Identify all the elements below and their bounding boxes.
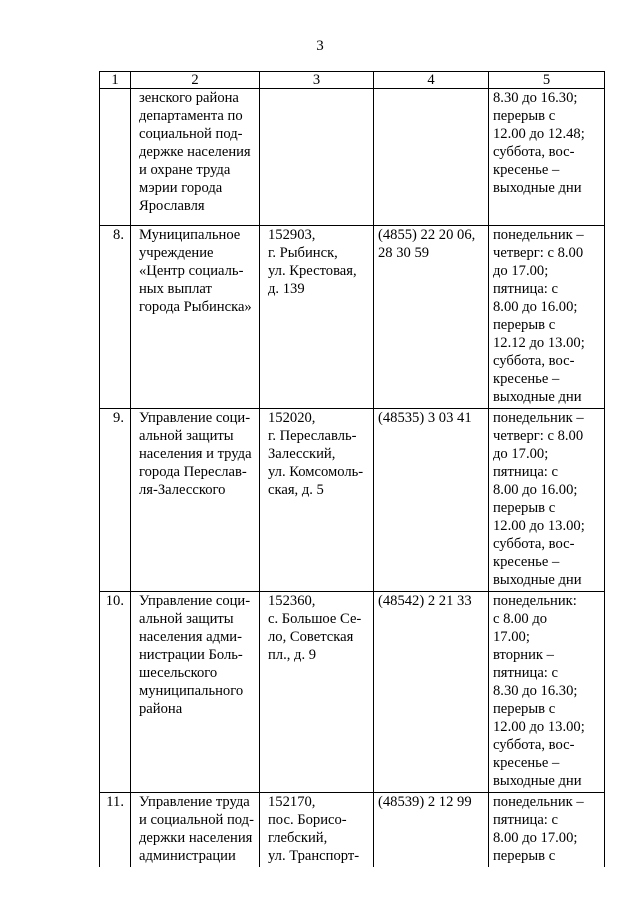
hours-line: четверг: с 8.00 (493, 428, 584, 444)
address-line: глебский, (268, 830, 328, 846)
hours-line: выходные дни (493, 180, 582, 196)
org-name-line: департамента по (139, 108, 243, 124)
hours-line: 8.00 до 16.00; (493, 299, 578, 315)
org-name-line: города Рыбинска» (139, 299, 252, 315)
address-line: д. 139 (268, 281, 305, 297)
row-number: 9. (100, 409, 131, 592)
org-name-line: Управление труда (139, 794, 250, 810)
hours-line: суббота, вос- (493, 144, 575, 160)
org-name-line: альной защиты (139, 428, 234, 444)
table-row (100, 226, 605, 409)
phone-cell (374, 89, 489, 226)
address-line: пос. Борисо- (268, 812, 347, 828)
org-name-cell (131, 89, 260, 226)
hours-cell (489, 592, 605, 793)
address-cell (260, 592, 374, 793)
hours-line: перерыв с (493, 317, 556, 333)
org-name-line: города Переслав- (139, 464, 247, 480)
org-name-line: ля-Залесского (139, 482, 226, 498)
hours-line: суббота, вос- (493, 353, 575, 369)
hours-line: с 8.00 до (493, 611, 548, 627)
address-line: ская, д. 5 (268, 482, 324, 498)
address-cell (260, 89, 374, 226)
hours-line: перерыв с (493, 701, 556, 717)
hours-line: кресенье – (493, 554, 560, 570)
org-name-line: держке населения (139, 144, 251, 160)
address-line: Залесский, (268, 446, 336, 462)
hours-cell (489, 409, 605, 592)
org-name-line: населения и труда (139, 446, 252, 462)
org-name-cell (131, 226, 260, 409)
hours-cell (489, 793, 605, 868)
hours-line: понедельник – (493, 227, 584, 243)
address-line: 152020, (268, 410, 316, 426)
address-line: с. Большое Се- (268, 611, 362, 627)
table-row (100, 592, 605, 793)
hours-line: 8.00 до 17.00; (493, 830, 578, 846)
org-name-line: мэрии города (139, 180, 223, 196)
address-line: 152170, (268, 794, 316, 810)
hours-line: кресенье – (493, 162, 560, 178)
hours-line: пятница: с (493, 812, 558, 828)
page-number: 3 (316, 38, 324, 54)
phone-cell (374, 409, 489, 592)
col-header-5: 5 (489, 72, 605, 89)
table-row (100, 793, 605, 868)
address-line: г. Рыбинск, (268, 245, 338, 261)
hours-line: пятница: с (493, 665, 558, 681)
address-line: г. Переславль- (268, 428, 357, 444)
hours-line: 17.00; (493, 629, 530, 645)
hours-line: перерыв с (493, 500, 556, 516)
org-name-line: шесельского (139, 665, 218, 681)
phone-cell (374, 793, 489, 868)
hours-line: выходные дни (493, 572, 582, 588)
address-cell (260, 793, 374, 868)
hours-line: 12.12 до 13.00; (493, 335, 585, 351)
col-header-3: 3 (260, 72, 374, 89)
row-number (100, 89, 131, 226)
hours-cell (489, 89, 605, 226)
org-name-line: нистрации Боль- (139, 647, 243, 663)
org-name-line: Управление соци- (139, 593, 251, 609)
hours-line: 8.00 до 16.00; (493, 482, 578, 498)
org-name-line: населения адми- (139, 629, 242, 645)
phone-line: (48542) 2 21 33 (378, 593, 472, 609)
org-name-line: Муниципальное (139, 227, 241, 243)
org-name-line: альной защиты (139, 611, 234, 627)
org-name-line: и социальной под- (139, 812, 254, 828)
row-number: 8. (100, 226, 131, 409)
org-name-line: Управление соци- (139, 410, 251, 426)
address-line: ул. Транспорт- (268, 848, 360, 864)
hours-line: пятница: с (493, 281, 558, 297)
org-name-line: социальной под- (139, 126, 243, 142)
phone-cell (374, 226, 489, 409)
row-number: 10. (100, 592, 131, 793)
address-line: 152903, (268, 227, 316, 243)
table-body (100, 89, 605, 868)
address-line: ул. Крестовая, (268, 263, 357, 279)
org-name-cell (131, 592, 260, 793)
hours-line: кресенье – (493, 755, 560, 771)
address-cell (260, 409, 374, 592)
phone-line: (48535) 3 03 41 (378, 410, 472, 426)
address-line: ло, Советская (268, 629, 354, 645)
hours-line: выходные дни (493, 389, 582, 405)
hours-line: 12.00 до 13.00; (493, 719, 585, 735)
hours-cell (489, 226, 605, 409)
address-line: пл., д. 9 (268, 647, 317, 663)
address-cell (260, 226, 374, 409)
hours-line: 12.00 до 13.00; (493, 518, 585, 534)
hours-line: вторник – (493, 647, 554, 663)
hours-line: пятница: с (493, 464, 558, 480)
col-header-2: 2 (131, 72, 260, 89)
org-name-cell (131, 793, 260, 868)
org-name-line: района (139, 701, 183, 717)
hours-line: до 17.00; (493, 446, 549, 462)
phone-line: (48539) 2 12 99 (378, 794, 472, 810)
hours-line: 8.30 до 16.30; (493, 90, 578, 106)
offices-table (99, 71, 605, 867)
hours-line: перерыв с (493, 848, 556, 864)
hours-line: до 17.00; (493, 263, 549, 279)
table-row (100, 89, 605, 226)
phone-line: 28 30 59 (378, 245, 430, 261)
hours-line: понедельник – (493, 794, 584, 810)
org-name-line: зенского района (139, 90, 239, 106)
org-name-line: администрации (139, 848, 236, 864)
col-header-1: 1 (100, 72, 131, 89)
hours-line: кресенье – (493, 371, 560, 387)
hours-line: четверг: с 8.00 (493, 245, 584, 261)
address-line: ул. Комсомоль- (268, 464, 364, 480)
table-row (100, 409, 605, 592)
org-name-line: Ярославля (139, 198, 205, 214)
hours-line: 12.00 до 12.48; (493, 126, 585, 142)
hours-line: понедельник: (493, 593, 577, 609)
phone-cell (374, 592, 489, 793)
phone-line: (4855) 22 20 06, (378, 227, 476, 243)
hours-line: 8.30 до 16.30; (493, 683, 578, 699)
hours-line: понедельник – (493, 410, 584, 426)
org-name-line: учреждение (139, 245, 214, 261)
hours-line: выходные дни (493, 773, 582, 789)
row-number: 11. (100, 793, 131, 868)
address-line: 152360, (268, 593, 316, 609)
org-name-line: «Центр социаль- (139, 263, 244, 279)
hours-line: суббота, вос- (493, 536, 575, 552)
org-name-line: муниципального (139, 683, 244, 699)
org-name-line: держки населения (139, 830, 253, 846)
hours-line: перерыв с (493, 108, 556, 124)
org-name-cell (131, 409, 260, 592)
hours-line: суббота, вос- (493, 737, 575, 753)
org-name-line: ных выплат (139, 281, 212, 297)
org-name-line: и охране труда (139, 162, 231, 178)
column-number-row (100, 72, 605, 89)
col-header-4: 4 (374, 72, 489, 89)
